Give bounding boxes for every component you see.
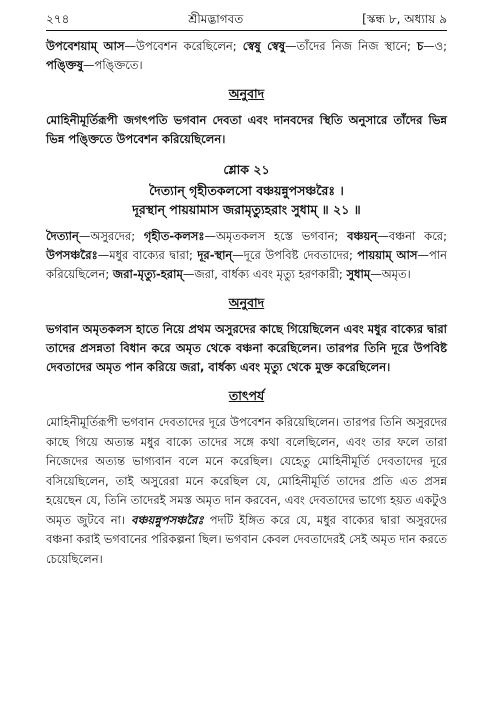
gloss-term: স্বেষু স্বেষু (242, 39, 286, 53)
verse-line-1: দৈত্যান্ গৃহীতকলসো বঞ্চয়ন্নুপসঞ্চরৈঃ । (149, 183, 344, 198)
verse-heading: শ্লোক ২১ (223, 162, 270, 177)
verse-line-2: দূরস্থান্ পায়য়ামাস জরামৃত্যুহরাং সুধাম্ ॥ ২১ ॥ (132, 202, 361, 217)
gloss-meaning: অমৃত। (381, 267, 411, 281)
gloss-term: জরা-মৃত্যু-হরাম্ (112, 267, 183, 281)
gloss-term: পায়য়াম্ আস (357, 248, 418, 262)
gloss-meaning: অমৃতকলস হস্তে ভগবান; (216, 229, 339, 243)
gloss-meaning: মধুর বাক্যের দ্বারা; (109, 248, 193, 262)
purport-emphasis: বঞ্চয়ন্নুপসঞ্চরৈঃ (131, 512, 204, 527)
gloss-term: সুধাম্ (346, 267, 371, 281)
translation-heading: অনুবাদ (228, 86, 265, 101)
purport-text: পদটি ইঙ্গিত করে যে, মধুর বাক্যের দ্বারা অসুরদের বঞ্চনা করাই ভগবানের পরিকল্পনা ছিল। ভগবান কেবল দেবতাদেরই সেই অমৃত দান করতে চেয়েছিলেন। (46, 512, 447, 566)
gloss-meaning: ও; (434, 39, 448, 53)
purport-body (46, 413, 447, 569)
gloss-term: দৈত্যান্ (46, 229, 79, 243)
chapter-reference: [স্কন্ধ ৮, অধ্যায় ৯ (362, 12, 447, 26)
gloss-term: পঙ্ক্তিষু (46, 58, 84, 72)
translation-text: মোহিনীমূর্তিরূপী জগৎপতি ভগবান দেবতা এবং দানবদের স্থিতি অনুসারে তাঁদের ভিন্ন ভিন্ন পঙ্ক্তিতে উপবেশন করিয়েছিলেন। (46, 113, 447, 146)
gloss-meaning: জরা, বার্ধক্য এবং মৃত্যু হরণকারী; (194, 267, 343, 281)
gloss-meaning: দূরে উপবিষ্ট দেবতাদের; (243, 248, 353, 262)
gloss-term: চ (416, 39, 424, 53)
gloss-meaning: বঞ্চনা করে; (388, 229, 448, 243)
purport-paragraph (46, 413, 447, 569)
translation-heading: অনুবাদ (228, 295, 265, 310)
gloss-term: বঞ্চয়ন্ (347, 229, 378, 243)
gloss-term: উপসঞ্চরৈঃ (46, 248, 98, 262)
word-gloss: দৈত্যান্—অসুরদের; গৃহীত-কলসঃ—অমৃতকলস হস্তে ভগবান; বঞ্চয়ন্—বঞ্চনা করে; উপসঞ্চরৈঃ—মধুর বাক্যের দ্বারা; দূর-স্থান্—দূরে উপবিষ্ট দেবতাদের; পায়য়াম্ আস—পান করিয়েছিলেন; জরা-মৃত্যু-হরাম্—জরা, বার্ধক্য এবং মৃত্যু হরণকারী; সুধাম্—অমৃত। (46, 229, 448, 281)
gloss-term: উপবেশয়াম্ আস (46, 39, 125, 53)
purport-heading: তাৎপর্য (228, 388, 265, 403)
gloss-meaning: পঙ্ক্তিতে। (94, 58, 143, 72)
page-number: ২৭৪ (46, 12, 70, 26)
gloss-meaning: পান করিয়েছিলেন; (46, 248, 447, 281)
header-rule (46, 30, 447, 31)
translation-text: ভগবান অমৃতকলস হাতে নিয়ে প্রথম অসুরদের কাছে গিয়েছিলেন এবং মধুর বাক্যের দ্বারা তাদের প্রসন্নতা বিধান করে অমৃত থেকে বঞ্চনা করেছিলেন। তারপর তিনি দূরে উপবিষ্ট দেবতাদের অমৃত পান করিয়ে জরা, বার্ধক্য এবং মৃত্যু থেকে মুক্ত করেছিলেন। (46, 322, 447, 374)
gloss-meaning: অসুরদের; (90, 229, 136, 243)
page-header (46, 10, 447, 28)
gloss-term: গৃহীত-কলসঃ (143, 229, 205, 243)
purport-text: মোহিনীমূর্তিরূপী ভগবান দেবতাদের দূরে উপবেশন করিয়েছিলেন। তারপর তিনি অসুরদের কাছে গিয়ে অত্যন্ত মধুর বাক্যে তাদের সঙ্গে কথা বলেছিলেন, এবং তার ফলে তারা নিজেদের অত্যন্ত ভাগ্যবান বলে মনে করেছিল। যেহেতু মোহিনীমূর্তি দেবতাদের দূরে বসিয়েছিলেন, তাই অসুরেরা মনে করেছিল যে, মোহিনীমূর্তি তাদের প্রতি এত প্রসন্ন হয়েছেন যে, তিনি তাদেরই সমস্ত অমৃত দান করবেন, এবং দেবতাদের ভাগ্যে হয়ত একটুও অমৃত জুটবে না। (46, 415, 447, 527)
gloss-meaning: উপবেশন করেছিলেন; (136, 39, 237, 53)
book-title: শ্রীমদ্ভাগবত (188, 12, 244, 26)
gloss-meaning: তাঁদের নিজ নিজ স্থানে; (296, 39, 411, 53)
previous-verse-gloss: উপবেশয়াম্ আস—উপবেশন করেছিলেন; স্বেষু স্বেষু—তাঁদের নিজ নিজ স্থানে; চ—ও; পঙ্ক্তিষু—পঙ্ক্তিতে। (46, 39, 448, 72)
gloss-term: দূর-স্থান্ (197, 248, 233, 262)
